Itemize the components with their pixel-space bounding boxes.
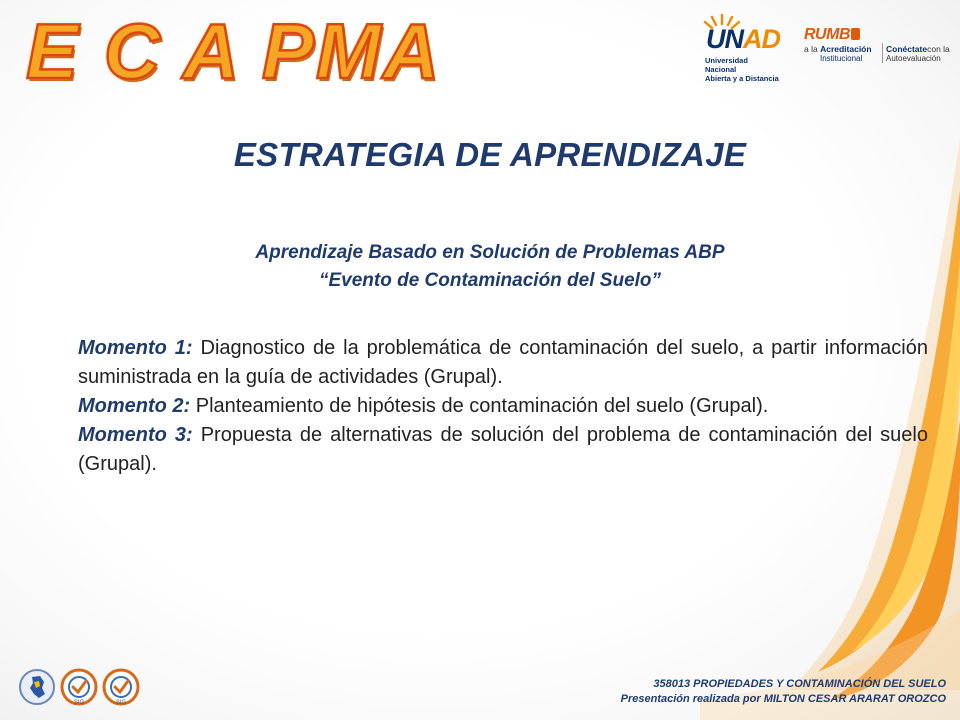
footer-credits	[621, 677, 946, 707]
course-name: 358013 PROPIEDADES Y CONTAMINACIÓN DEL SUELO	[653, 678, 946, 690]
moment-item: Momento 1: Diagnostico de la problemática de contaminación del suelo, a partir información suministrada en la guía de actividades (Grupal).	[78, 337, 928, 388]
quality-certification-icon	[102, 668, 140, 706]
author-credit: Presentación realizada por MILTON CESAR ARARAT OROZCO	[620, 693, 946, 705]
moments-list	[78, 334, 928, 479]
quality-certification-icon	[60, 668, 98, 706]
rumbo-acreditacion-logo: RUMB a la Acreditación Institucional Conéctatecon la Autoevaluación	[804, 26, 950, 63]
moment-item: Momento 3: Propuesta de alternativas de solución del problema de contaminación del suelo (Grupal).	[78, 424, 928, 475]
slide-subtitle: Aprendizaje Basado en Solución de Problemas ABP	[255, 242, 725, 263]
slide-title: ESTRATEGIA DE APRENDIZAJE	[233, 136, 747, 173]
ecapma-brand-title: E C A PMA	[26, 7, 442, 95]
unad-subtitle: Universidad Nacional Abierta y a Distancia	[705, 56, 779, 83]
logo-divider	[882, 43, 883, 63]
colombia-map-icon	[18, 668, 56, 706]
rumbo-title: RUMB	[804, 26, 860, 44]
moment-item: Momento 2: Planteamiento de hipótesis de contaminación del suelo (Grupal).	[78, 395, 769, 417]
unad-logo	[700, 10, 780, 82]
svg-text:SIG: SIG	[73, 700, 85, 706]
svg-text:SIG: SIG	[115, 700, 127, 706]
unad-wordmark: UNAD	[706, 24, 780, 54]
slide-subtitle-event: “Evento de Contaminación del Suelo”	[318, 270, 662, 291]
